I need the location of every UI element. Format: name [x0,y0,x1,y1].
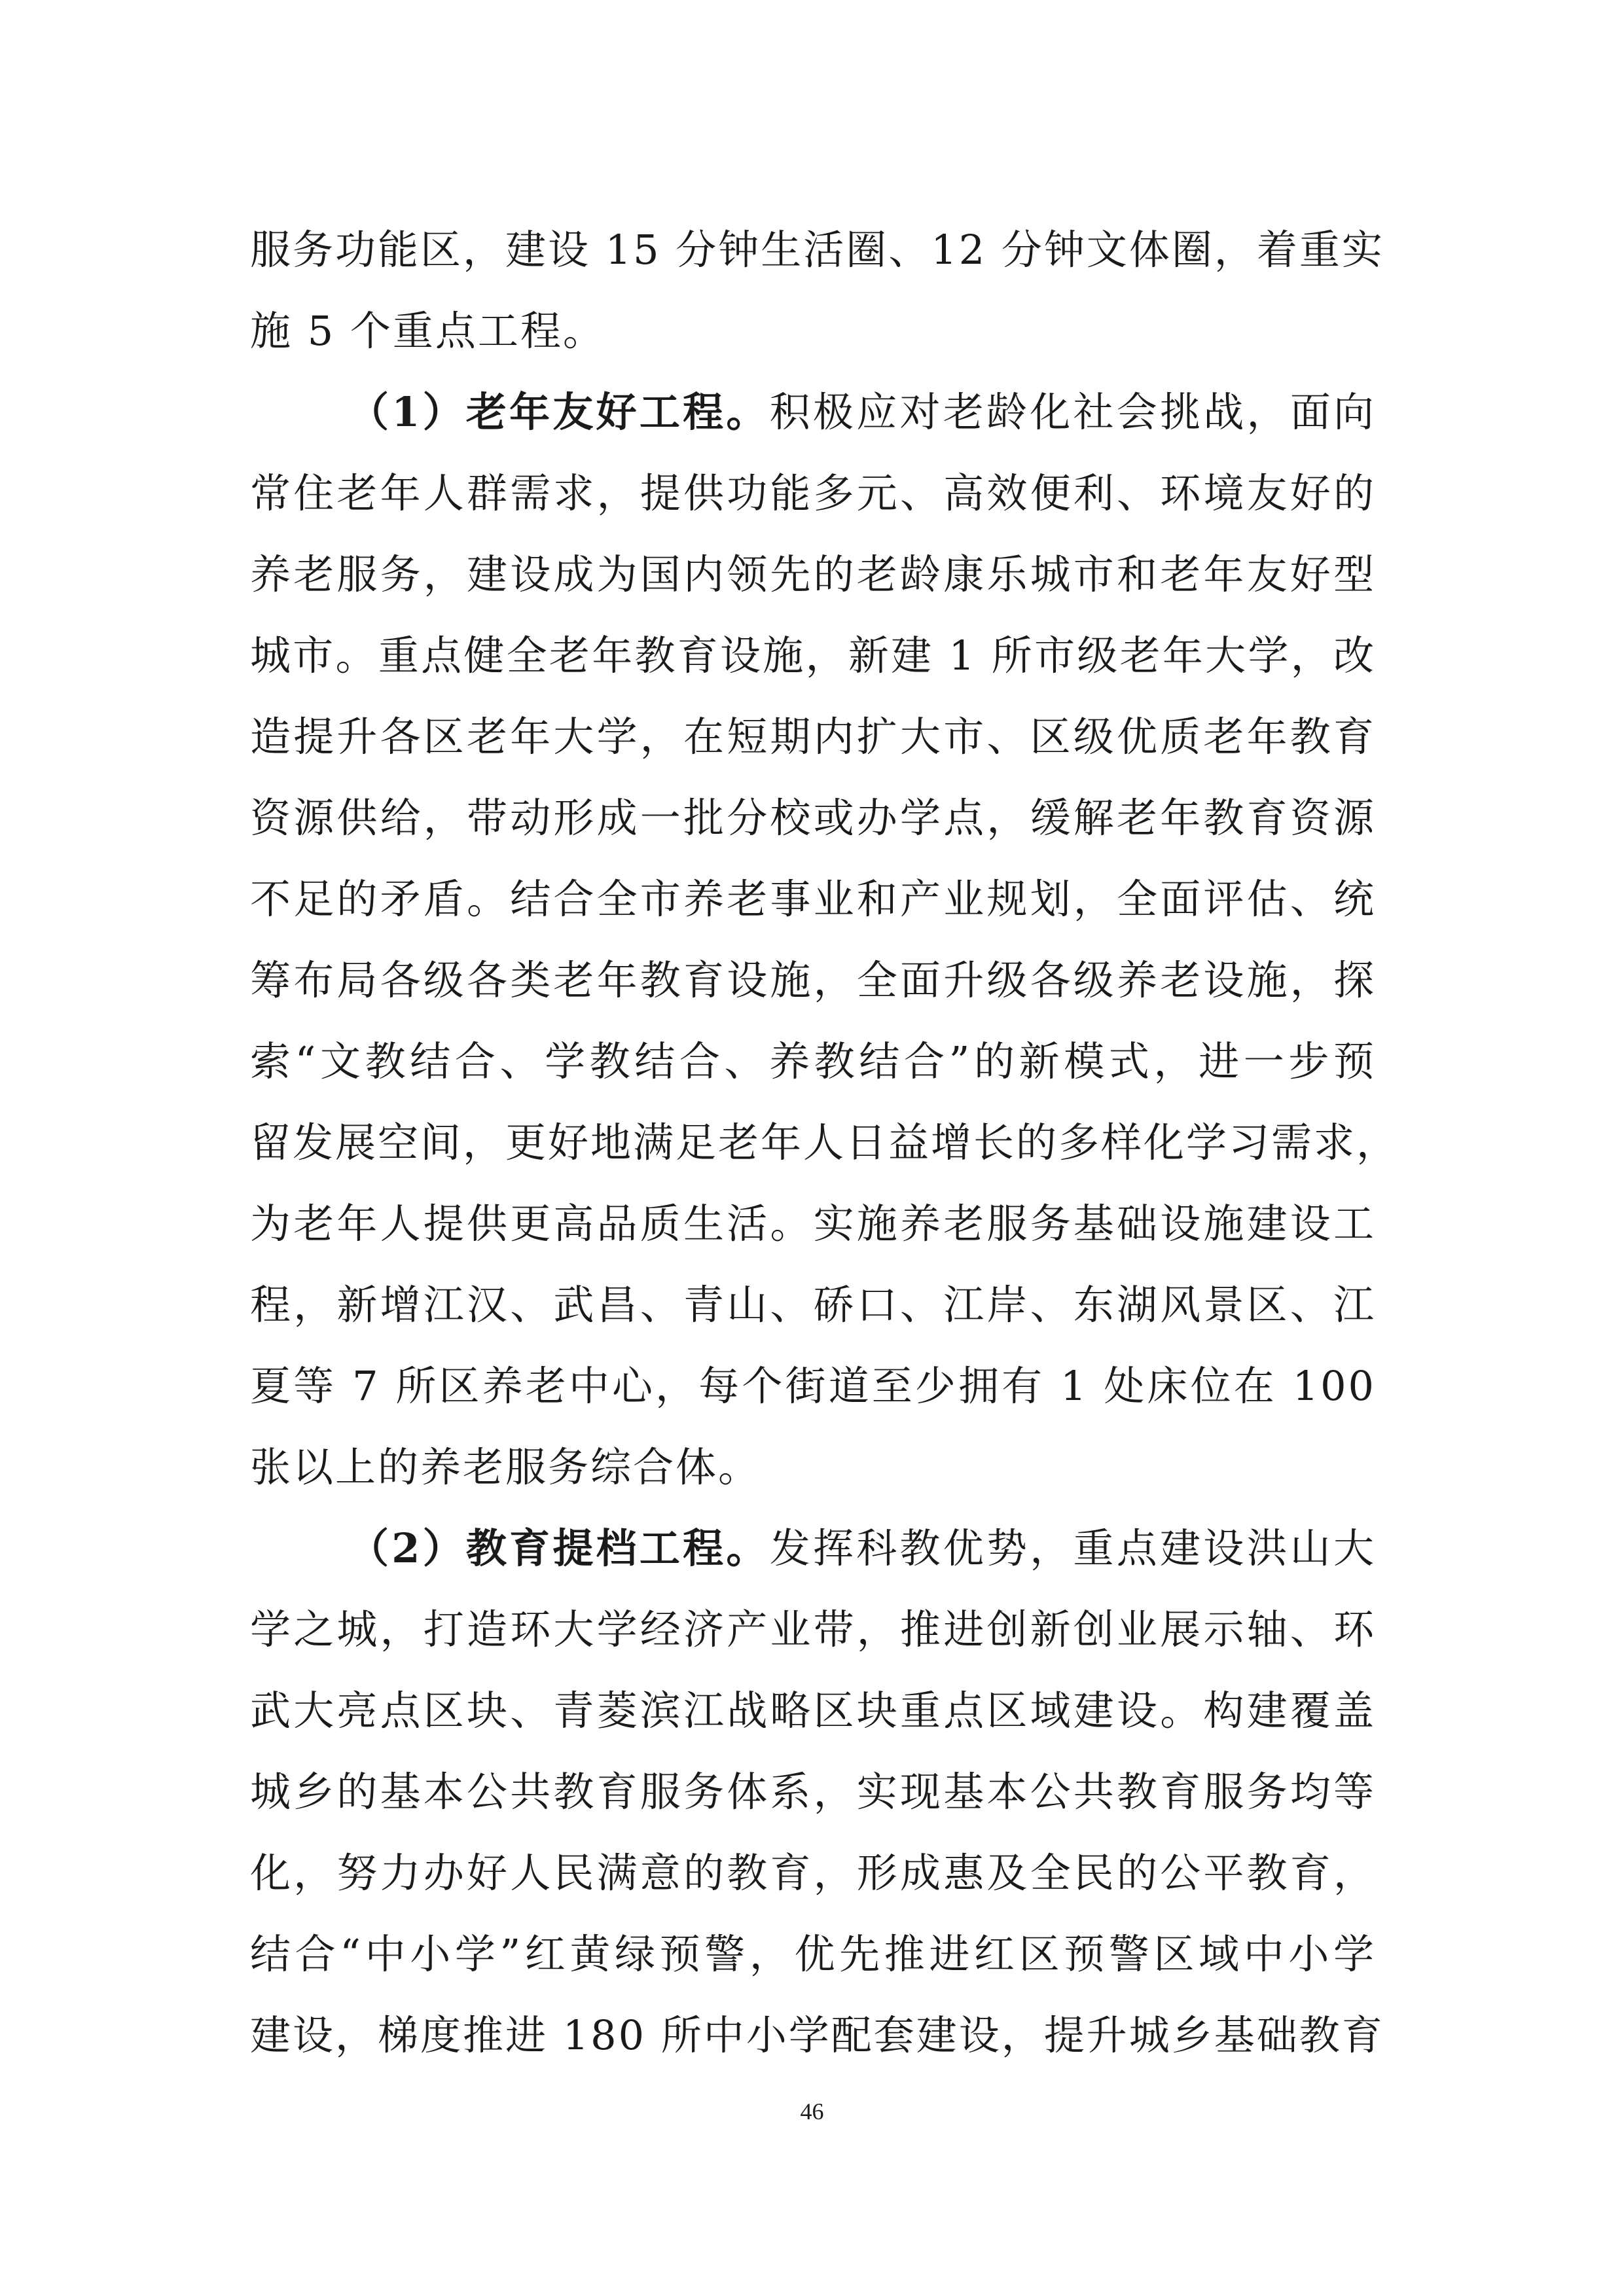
text-line: 城乡的基本公共教育服务体系，实现基本公共教育服务均等 [250,1768,1376,1816]
body-text [250,209,1399,2076]
text-line: 结合“中小学”红黄绿预警，优先推进红区预警区域中小学 [250,1930,1376,1978]
text-line: 不足的矛盾。结合全市养老事业和产业规划，全面评估、统 [250,875,1376,923]
text-line: 城市。重点健全老年教育设施，新建 1 所市级老年大学，改 [250,632,1376,679]
section-heading-line [250,372,1376,453]
text-line: 常住老年人群需求，提供功能多元、高效便利、环境友好的 [250,469,1376,517]
section-heading-elderly-friendly: （1）老年友好工程。 [348,388,770,436]
text-line: 武大亮点区块、青菱滨江战略区块重点区域建设。构建覆盖 [250,1687,1376,1734]
text-line: 程，新增江汉、武昌、青山、硚口、江岸、东湖风景区、江 [250,1281,1376,1329]
text-line: 养老服务，建设成为国内领先的老龄康乐城市和老年友好型 [250,550,1376,598]
text-line: 筹布局各级各类老年教育设施，全面升级各级养老设施，探 [250,956,1376,1004]
text-run: 积极应对老龄化社会挑战，面向 [769,388,1376,436]
text-line: 学之城，打造环大学经济产业带，推进创新创业展示轴、环 [250,1605,1376,1653]
text-line: 化，努力办好人民满意的教育，形成惠及全民的公平教育， [250,1849,1376,1897]
text-line: 夏等 7 所区养老中心，每个街道至少拥有 1 处床位在 100 [250,1362,1376,1410]
text-line: 资源供给，带动形成一批分校或办学点，缓解老年教育资源 [250,794,1376,842]
text-run: 发挥科教优势，重点建设洪山大 [769,1524,1376,1572]
section-heading-line [250,1508,1376,1589]
text-line: 服务功能区，建设 15 分钟生活圈、12 分钟文体圈，着重实 [250,226,1384,274]
text-line: 施 5 个重点工程。 [250,307,605,355]
section-heading-education-upgrade: （2）教育提档工程。 [348,1524,770,1572]
text-line: 建设，梯度推进 180 所中小学配套建设，提升城乡基础教育 [250,2011,1384,2059]
text-line: 留发展空间，更好地满足老年人日益增长的多样化学习需求， [250,1119,1399,1166]
text-line: 造提升各区老年大学，在短期内扩大市、区级优质老年教育 [250,713,1376,761]
text-line: 张以上的养老服务综合体。 [250,1443,761,1491]
text-line: 为老年人提供更高品质生活。实施养老服务基础设施建设工 [250,1200,1376,1247]
text-line: 索“文教结合、学教结合、养教结合”的新模式，进一步预 [250,1037,1376,1085]
page-number: 46 [800,2098,824,2125]
